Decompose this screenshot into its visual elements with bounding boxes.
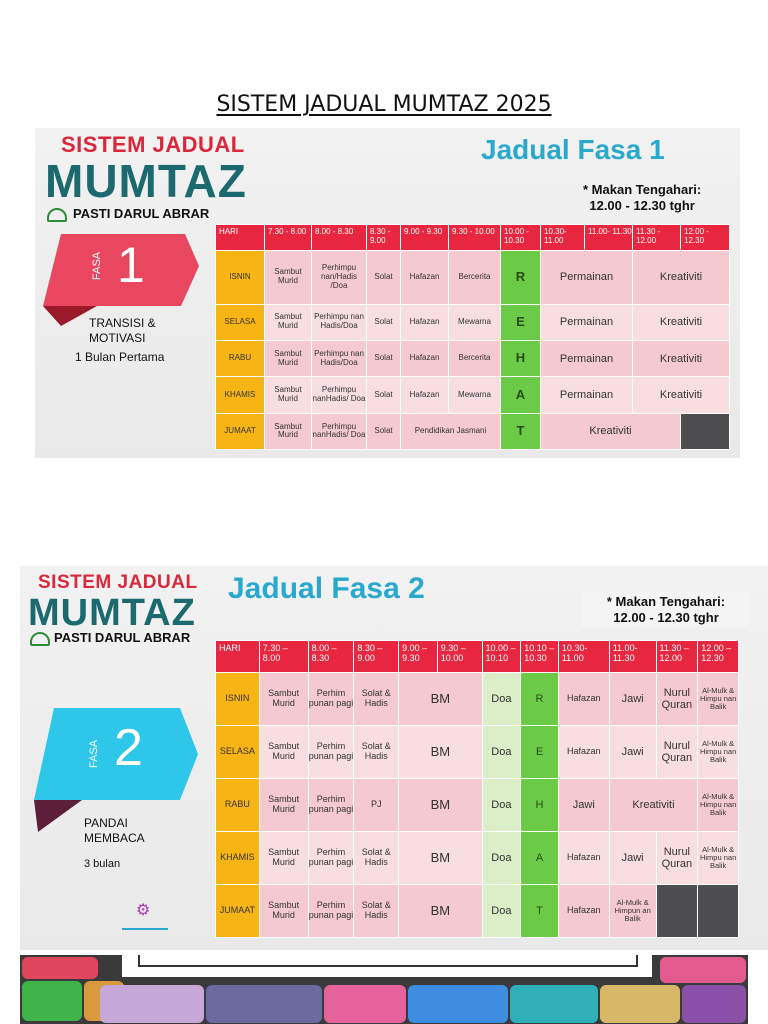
org-name: PASTI DARUL ABRAR: [73, 206, 210, 221]
table-row: [216, 413, 730, 449]
table-cell: BM: [399, 779, 482, 832]
rehat-cell: R: [521, 673, 559, 726]
brand-title-top: SISTEM JADUAL: [61, 132, 245, 157]
day-cell: ISNIN: [216, 251, 265, 305]
day-cell: RABU: [216, 340, 265, 376]
rehat-cell: H: [501, 340, 541, 376]
table-cell: Doa: [482, 673, 521, 726]
fasa-title: Jadual Fasa 1: [481, 134, 665, 165]
table-row: [216, 885, 739, 938]
lunch-label: * Makan Tengahari:: [606, 594, 726, 609]
phase-duration: 1 Bulan Pertama: [75, 350, 165, 364]
lunch-note: [582, 592, 750, 627]
org-logo-icon: [30, 632, 50, 646]
table-cell: Mewarna: [449, 304, 501, 340]
table-cell: Kreativiti: [633, 304, 730, 340]
gear-icon: ⚙: [136, 900, 151, 919]
table-cell: Permainan: [541, 251, 633, 305]
day-cell: SELASA: [216, 304, 265, 340]
header-cell: 11.00- 11.30: [585, 225, 633, 251]
table-cell: Hafazan: [401, 251, 449, 305]
day-cell: JUMAAT: [216, 413, 265, 449]
table-cell: Nurul Quran: [656, 726, 698, 779]
fasa1-panel: [35, 128, 740, 458]
table-cell: Sambut Murid: [259, 726, 308, 779]
header-cell: 11.30 - 12.00: [633, 225, 681, 251]
table-cell: PJ: [354, 779, 399, 832]
header-cell: 10.10 – 10.30: [521, 641, 559, 673]
phase-name: TRANSISI & MOTIVASI: [89, 316, 156, 345]
fasa2-panel: [20, 566, 768, 950]
fasa-title: Jadual Fasa 2: [228, 572, 425, 605]
header-cell: 7.30 - 8.00: [265, 225, 312, 251]
table-cell: Bercerita: [449, 340, 501, 376]
table-cell: Sambut Murid: [259, 832, 308, 885]
table-row: [216, 377, 730, 413]
table-cell: Jawi: [558, 779, 609, 832]
brand-title-main: MUMTAZ: [45, 155, 247, 207]
table-cell: Hafazan: [401, 340, 449, 376]
table-row: [216, 726, 739, 779]
table-cell: Sambut Murid: [265, 340, 312, 376]
day-cell: ISNIN: [216, 673, 260, 726]
schedule-table: [215, 224, 730, 450]
table-cell: Sambut Murid: [265, 304, 312, 340]
table-cell: BM: [399, 726, 482, 779]
rehat-cell: E: [521, 726, 559, 779]
badge-number: 1: [117, 237, 145, 293]
lunch-time: 12.00 - 12.30 tghr: [613, 609, 719, 625]
table-cell: Nurul Quran: [656, 832, 698, 885]
rehat-cell: T: [501, 413, 541, 449]
rehat-cell: H: [521, 779, 559, 832]
table-cell: Kreativiti: [633, 340, 730, 376]
table-cell: Mewarna: [449, 377, 501, 413]
blank-cell: [656, 885, 698, 938]
table-cell: Kreativiti: [541, 413, 681, 449]
table-cell: Kreativiti: [609, 779, 698, 832]
blank-cell: [698, 885, 739, 938]
table-cell: Sambut Murid: [265, 251, 312, 305]
table-cell: Hafazan: [558, 673, 609, 726]
table-cell: Perhim punan pagi: [308, 885, 354, 938]
table-cell: Perhim punan pagi: [308, 673, 354, 726]
day-cell: KHAMIS: [216, 832, 260, 885]
table-cell: Solat & Hadis: [354, 673, 399, 726]
table-row: [216, 673, 739, 726]
table-row: [216, 340, 730, 376]
table-cell: Hafazan: [401, 377, 449, 413]
header-cell: 7.30 – 8.00: [259, 641, 308, 673]
table-cell: Al-Mulk & Himpu nan Balik: [698, 779, 739, 832]
table-cell: BM: [399, 673, 482, 726]
phase-duration: 3 bulan: [84, 858, 121, 870]
header-cell: 12.00 – 12.30: [698, 641, 739, 673]
day-cell: RABU: [216, 779, 260, 832]
header-cell: 10.30- 11.00: [558, 641, 609, 673]
lunch-time: 12.00 - 12.30 tghr: [589, 197, 695, 213]
header-cell: 10.00 - 10.30: [501, 225, 541, 251]
table-cell: Solat: [367, 413, 401, 449]
header-cell: HARI: [216, 225, 265, 251]
rehat-cell: R: [501, 251, 541, 305]
table-cell: Perhimpu nanHadis/ Doa: [312, 413, 367, 449]
table-cell: Doa: [482, 726, 521, 779]
schedule-table: [215, 640, 739, 938]
day-cell: KHAMIS: [216, 377, 265, 413]
badge-number: 2: [114, 719, 143, 777]
lunch-label: * Makan Tengahari:: [583, 182, 702, 197]
header-cell: 8.30 - 9.00: [367, 225, 401, 251]
rehat-cell: A: [521, 832, 559, 885]
table-cell: Perhimpu nanHadis/ Doa: [312, 377, 367, 413]
brand-title-top: SISTEM JADUAL: [38, 572, 198, 593]
table-cell: Solat & Hadis: [354, 885, 399, 938]
badge-word: FASA: [88, 739, 100, 768]
table-row: [216, 304, 730, 340]
table-cell: Perhimpu nan Hadis/Doa: [312, 304, 367, 340]
table-cell: Permainan: [541, 340, 633, 376]
header-cell: 8.00 – 8.30: [308, 641, 354, 673]
table-cell: Perhim punan pagi: [308, 832, 354, 885]
table-header-row: [216, 641, 739, 673]
table-cell: Solat: [367, 251, 401, 305]
header-cell: 9.30 – 10.00: [437, 641, 482, 673]
table-cell: Solat & Hadis: [354, 726, 399, 779]
table-cell: Permainan: [541, 377, 633, 413]
table-cell: Doa: [482, 885, 521, 938]
table-cell: Al-Mulk & Himpu nan Balik: [698, 673, 739, 726]
table-cell: Perhim punan pagi: [308, 779, 354, 832]
table-cell: Hafazan: [558, 726, 609, 779]
table-cell: Sambut Murid: [265, 377, 312, 413]
table-cell: Pendidikan Jasmani: [401, 413, 501, 449]
header-cell: 10.00 – 10.10: [482, 641, 521, 673]
header-cell: 8.30 – 9.00: [354, 641, 399, 673]
table-cell: Solat & Hadis: [354, 832, 399, 885]
table-cell: Bercerita: [449, 251, 501, 305]
table-cell: Al-Mulk & Himpun an Balik: [609, 885, 656, 938]
lunch-note: [583, 182, 701, 213]
org-name: PASTI DARUL ABRAR: [54, 630, 191, 645]
divider: [122, 928, 168, 930]
decorative-sheet: [122, 955, 652, 977]
table-cell: Doa: [482, 779, 521, 832]
blank-cell: [681, 413, 730, 449]
table-cell: BM: [399, 832, 482, 885]
table-cell: Permainan: [541, 304, 633, 340]
table-cell: Sambut Murid: [259, 673, 308, 726]
table-cell: Nurul Quran: [656, 673, 698, 726]
header-cell: 11.30 – 12.00: [656, 641, 698, 673]
document-title: SISTEM JADUAL MUMTAZ 2025: [216, 92, 552, 117]
header-cell: 12.00 - 12.30: [681, 225, 730, 251]
table-row: [216, 832, 739, 885]
header-cell: 9.00 - 9.30: [401, 225, 449, 251]
table-cell: BM: [399, 885, 482, 938]
header-cell: HARI: [216, 641, 260, 673]
table-cell: Perhim punan pagi: [308, 726, 354, 779]
table-cell: Sambut Murid: [259, 779, 308, 832]
table-cell: Hafazan: [401, 304, 449, 340]
rehat-cell: T: [521, 885, 559, 938]
table-cell: Sambut Murid: [265, 413, 312, 449]
rehat-cell: A: [501, 377, 541, 413]
phase-name: PANDAI MEMBACA: [84, 816, 145, 845]
day-cell: SELASA: [216, 726, 260, 779]
table-cell: Jawi: [609, 726, 656, 779]
header-cell: 9.30 - 10.00: [449, 225, 501, 251]
table-cell: Perhimpu nan Hadis/Doa: [312, 340, 367, 376]
table-cell: Perhimpu nan/Hadis /Doa: [312, 251, 367, 305]
table-header-row: [216, 225, 730, 251]
table-cell: Jawi: [609, 832, 656, 885]
table-cell: Kreativiti: [633, 251, 730, 305]
header-cell: 9.00 – 9.30: [399, 641, 438, 673]
header-cell: 8.00 - 8.30: [312, 225, 367, 251]
table-row: [216, 779, 739, 832]
header-cell: 11.00- 11.30: [609, 641, 656, 673]
table-cell: Solat: [367, 377, 401, 413]
badge-word: FASA: [91, 251, 103, 280]
table-cell: Jawi: [609, 673, 656, 726]
rehat-cell: E: [501, 304, 541, 340]
header-cell: 10.30- 11.00: [541, 225, 585, 251]
table-cell: Kreativiti: [633, 377, 730, 413]
table-cell: Sambut Murid: [259, 885, 308, 938]
table-cell: Solat: [367, 304, 401, 340]
table-cell: Doa: [482, 832, 521, 885]
table-row: [216, 251, 730, 305]
table-cell: Hafazan: [558, 885, 609, 938]
brand-title-main: MUMTAZ: [28, 592, 196, 634]
day-cell: JUMAAT: [216, 885, 260, 938]
table-cell: Al-Mulk & Himpu nan Balik: [698, 832, 739, 885]
table-cell: Al-Mulk & Himpu nan Balik: [698, 726, 739, 779]
table-cell: Solat: [367, 340, 401, 376]
table-cell: Hafazan: [558, 832, 609, 885]
org-logo-icon: [47, 208, 67, 222]
